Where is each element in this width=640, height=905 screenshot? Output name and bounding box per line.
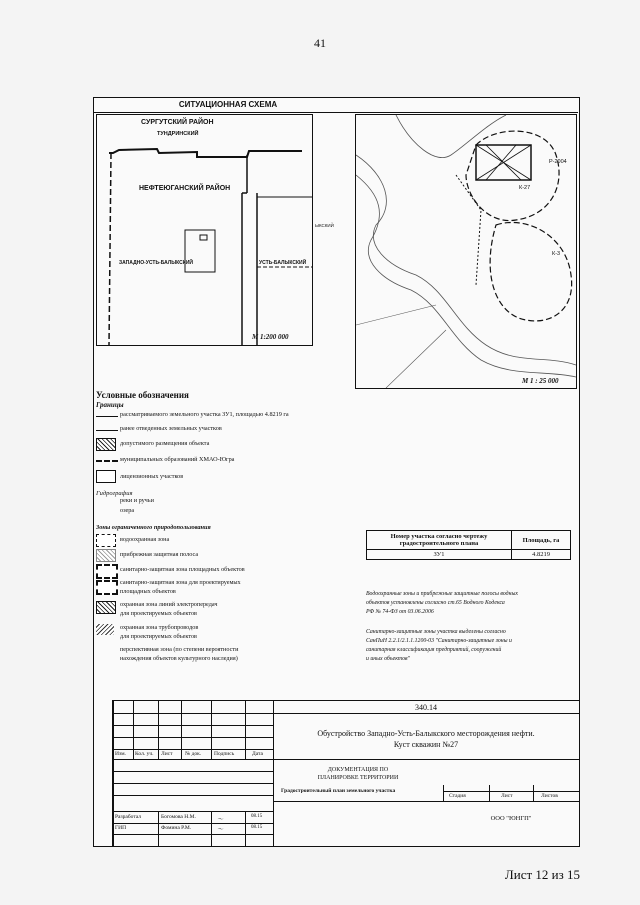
legend-swatch-pipeline bbox=[96, 624, 114, 635]
area-table-area: 4.8219 bbox=[512, 550, 571, 560]
legend-swatch-coastal bbox=[96, 549, 116, 562]
situation-scheme-title: СИТУАЦИОННАЯ СХЕМА bbox=[178, 100, 278, 109]
legend-zone-sanitary-proj: санитарно-защитная зона для проектируемых bbox=[120, 579, 241, 586]
legend-item-municipal: муниципальных образований ХМАО-Югра bbox=[120, 456, 235, 463]
legend-line-municipal bbox=[96, 460, 118, 462]
legend-swatch-water bbox=[96, 534, 116, 547]
legend-swatch-license bbox=[96, 470, 116, 483]
label-k3: К-3 bbox=[552, 251, 561, 257]
area-table-header-parcel: Номер участка согласно чертежу градостроительного плана bbox=[367, 531, 512, 550]
label-zapadno: ЗАПАДНО-УСТЬ-БАЛЫКСКИЙ bbox=[119, 260, 194, 266]
legend-item-previous: ранее отведенных земельных участков bbox=[120, 425, 222, 432]
gip-signature: 〜 bbox=[217, 827, 224, 833]
note-line-7: и иных объектов" bbox=[366, 656, 410, 662]
developer-role: Разработал bbox=[115, 814, 142, 820]
legend-swatch-sanitary-proj bbox=[96, 580, 118, 595]
legend-zone-sanitary-proj-2: площадных объектов bbox=[120, 588, 176, 595]
area-table bbox=[366, 530, 571, 560]
label-ust: УСТЬ-БАЛЫКСКИЙ bbox=[259, 260, 307, 266]
legend-swatch-power bbox=[96, 601, 116, 614]
sheet-footer: Лист 12 из 15 bbox=[504, 867, 580, 882]
scale-detail: М 1 : 25 000 bbox=[522, 377, 559, 385]
legend-zone-sanitary: санитарно-защитная зона площадных объектов bbox=[120, 566, 245, 573]
note-line-4: Санитарно-защитные зоны участка выделены согласно bbox=[366, 629, 506, 635]
note-line-1: Водоохранные зоны и прибрежные защитные полосы водных bbox=[366, 591, 518, 597]
note-line-3: РФ № 74-ФЗ от 03.06.2006 bbox=[366, 609, 434, 615]
col-sign: Подпись bbox=[214, 751, 235, 757]
legend-hydro-heading: Гидрография bbox=[96, 490, 133, 497]
project-code: 340.14 bbox=[415, 703, 437, 712]
legend-swatch-heritage bbox=[96, 646, 114, 657]
col-kol: Кол. уч. bbox=[135, 751, 154, 757]
note-line-2: объектов установлены согласно ст.65 Водного Кодекса bbox=[366, 600, 505, 606]
label-tundrinsky: ТУНДРИНСКИЙ bbox=[157, 131, 199, 137]
sheets-header: Листов bbox=[541, 793, 558, 799]
header-divider bbox=[93, 112, 578, 113]
legend-hydro-rivers: реки и ручьи bbox=[120, 497, 154, 504]
legend-item-parcel: рассматриваемого земельного участка ЗУ1, площадью 4.8219 га bbox=[120, 411, 289, 418]
doc-title-1: ДОКУМЕНТАЦИЯ ПО bbox=[327, 767, 389, 773]
legend-swatch-placement bbox=[96, 438, 116, 451]
organization: ООО "ЮНГП" bbox=[490, 815, 532, 822]
legend-zone-pipeline: охранная зона трубопроводов bbox=[120, 624, 199, 631]
developer-name: Богомова Н.М. bbox=[161, 814, 196, 820]
sheet-title: Градостроительный план земельного участка bbox=[281, 788, 396, 794]
detail-map bbox=[355, 114, 577, 389]
label-surgut: СУРГУТСКИЙ РАЙОН bbox=[141, 119, 214, 126]
area-table-header bbox=[367, 531, 571, 550]
legend-zone-power-2: для проектируемых объектов bbox=[120, 610, 197, 617]
label-k27: К-27 bbox=[519, 185, 531, 191]
tb-vline bbox=[273, 701, 274, 846]
legend-line-solid bbox=[96, 416, 118, 417]
detail-map-lines bbox=[356, 115, 576, 388]
legend-hydro-lakes: озера bbox=[120, 507, 135, 514]
situation-scheme-map bbox=[96, 114, 334, 346]
project-title-2: Куст скважин №27 bbox=[393, 740, 459, 749]
legend-item-license: лицензионных участков bbox=[120, 473, 184, 480]
legend-zone-power: охранная зона линий электропередач bbox=[120, 601, 218, 608]
area-table-parcel: ЗУ1 bbox=[367, 550, 512, 560]
project-title-1: Обустройство Западно-Усть-Балыкского месторождения нефти. bbox=[317, 729, 535, 738]
legend-item-placement: допустимого размещения объекта bbox=[120, 440, 210, 447]
label-r2004: Р-2004 bbox=[549, 159, 567, 165]
note-line-5: СанПиН 2.2.1/2.1.1.1200-03 "Санитарно-защитные зоны и bbox=[366, 638, 512, 644]
col-izm: Изм. bbox=[115, 751, 126, 757]
stage-header: Стадия bbox=[449, 793, 466, 799]
gip-role: ГИП bbox=[115, 825, 127, 831]
gip-name: Фомина Р.М. bbox=[161, 825, 192, 831]
legend-zones-heading: Зоны ограниченного природопользования bbox=[96, 524, 211, 531]
developer-signature: 〜 bbox=[217, 817, 224, 823]
developer-date: 08.15 bbox=[251, 814, 263, 819]
col-doc: № док. bbox=[185, 751, 202, 757]
situation-scheme-lines bbox=[97, 115, 312, 345]
legend-title: Условные обозначения bbox=[96, 390, 189, 400]
scale-situation: М 1:200 000 bbox=[252, 333, 289, 341]
legend-zone-pipeline-2: для проектируемых объектов bbox=[120, 633, 197, 640]
col-date: Дата bbox=[252, 751, 263, 757]
title-block bbox=[112, 700, 579, 846]
legend-zone-heritage-2: нахождения объектов культурного наследия) bbox=[120, 655, 238, 662]
page-number: 41 bbox=[314, 36, 326, 50]
legend-zone-heritage: перспективная зона (по степени вероятности bbox=[120, 646, 239, 653]
note-line-6: санитарная классификация предприятий, сооружений bbox=[366, 647, 502, 653]
legend-line-previous bbox=[96, 430, 118, 431]
label-yuzhno: ЫКСКИЙ bbox=[315, 223, 334, 228]
col-list: Лист bbox=[161, 751, 173, 757]
area-table-header-area: Площадь, га bbox=[512, 531, 571, 550]
legend-zone-coastal: прибрежная защитная полоса bbox=[120, 551, 199, 558]
label-nefteyugansk: НЕФТЕЮГАНСКИЙ РАЙОН bbox=[139, 185, 231, 192]
legend-zone-water: водоохранная зона bbox=[120, 536, 170, 543]
legend-boundaries-heading: Границы bbox=[96, 401, 124, 409]
legend-swatch-sanitary bbox=[96, 564, 118, 579]
sheet-header: Лист bbox=[501, 793, 513, 799]
area-table-row bbox=[367, 550, 571, 560]
doc-title-2: ПЛАНИРОВКЕ ТЕРРИТОРИИ bbox=[317, 775, 399, 781]
gip-date: 08.15 bbox=[251, 825, 263, 830]
